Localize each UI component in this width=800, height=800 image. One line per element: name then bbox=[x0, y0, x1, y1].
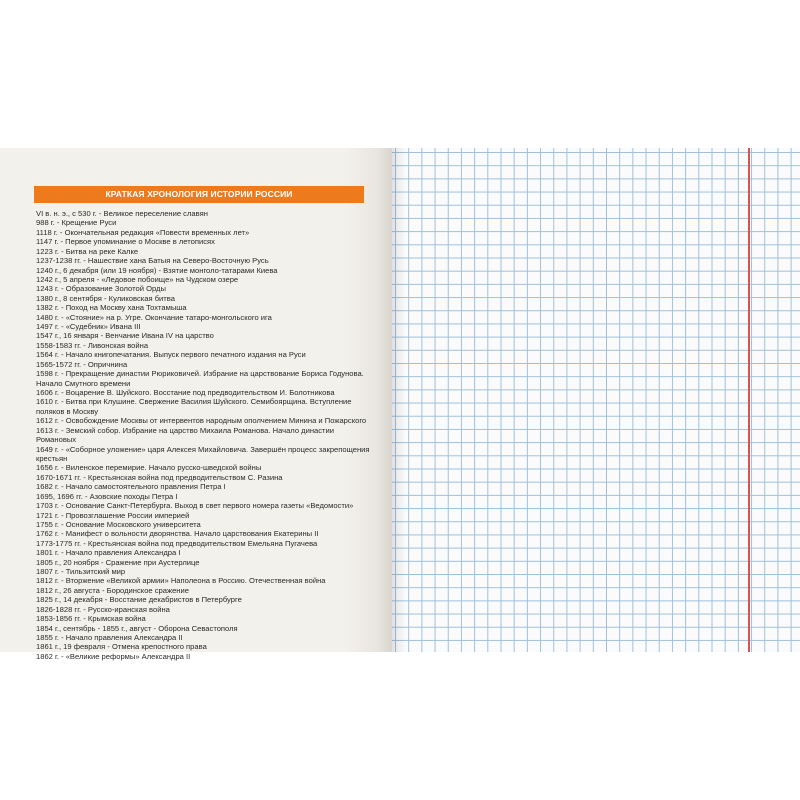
chronology-line: 1598 г. - Прекращение династии Рюриковичей. Избрание на царствование Бориса Годунова. bbox=[36, 369, 364, 379]
chronology-line: Романовых bbox=[36, 435, 77, 445]
chronology-line: 1606 г. - Воцарение В. Шуйского. Восстание под предводительством И. Болотникова bbox=[36, 388, 335, 398]
chronology-line: 1762 г. - Манифест о вольности дворянства. Начало царствования Екатерины II bbox=[36, 529, 319, 539]
chronology-line: 1649 г. - «Соборное уложение» царя Алексея Михайловича. Завершён процесс закрепощения bbox=[36, 444, 370, 454]
chronology-line: Начало Смутного времени bbox=[36, 378, 131, 388]
chronology-line: 1861 г., 19 февраля - Отмена крепостного права bbox=[36, 642, 207, 652]
chronology-line: 1854 г., сентябрь - 1855 г., август - Оборона Севастополя bbox=[36, 623, 238, 633]
chronology-line: 1242 г., 5 апреля - «Ледовое побоище» на Чудском озере bbox=[36, 274, 239, 284]
chronology-line: 1564 г. - Начало книгопечатания. Выпуск первого печатного издания на Руси bbox=[36, 350, 306, 360]
chronology-line: 1695, 1696 гг. - Азовские походы Петра I bbox=[36, 491, 178, 501]
chronology-line: 1755 г. - Основание Московского университета bbox=[36, 519, 201, 529]
chronology-line: 1703 г. - Основание Санкт-Петербурга. Выход в свет первого номера газеты «Ведомости» bbox=[36, 501, 354, 511]
notebook-spread bbox=[0, 148, 800, 661]
chronology-list bbox=[36, 209, 370, 661]
chronology-line: 1380 г., 8 сентября - Куликовская битва bbox=[36, 293, 175, 303]
chronology-line: крестьян bbox=[36, 453, 68, 463]
chronology-line: 1480 г. - «Стояние» на р. Угре. Окончание татаро-монгольского ига bbox=[36, 312, 272, 322]
chronology-line: 1862 г. - «Великие реформы» Александра II bbox=[36, 651, 191, 661]
left-page bbox=[0, 148, 392, 661]
chronology-line: 1812 г. - Вторжение «Великой армии» Наполеона в Россию. Отечественная война bbox=[36, 576, 326, 586]
chronology-line: 1853-1856 гг. - Крымская война bbox=[36, 614, 146, 624]
margin-line bbox=[748, 148, 750, 652]
chronology-line: 1610 г. - Битва при Клушине. Свержение Василия Шуйского. Семибоярщина. Вступление bbox=[36, 397, 352, 407]
chronology-line: 1682 г. - Начало самостоятельного правления Петра I bbox=[36, 482, 226, 492]
chronology-header: КРАТКАЯ ХРОНОЛОГИЯ ИСТОРИИ РОССИИ bbox=[34, 186, 364, 203]
chronology-line: 988 г. - Крещение Руси bbox=[36, 218, 117, 228]
chronology-line: 1613 г. - Земский собор. Избрание на царство Михаила Романова. Начало династии bbox=[36, 425, 334, 435]
chronology-line: 1812 г., 26 августа - Бородинское сражение bbox=[36, 585, 189, 595]
chronology-line: 1855 г. - Начало правления Александра II bbox=[36, 632, 183, 642]
chronology-line: 1547 г., 16 января - Венчание Ивана IV на царство bbox=[36, 331, 214, 341]
chronology-line: 1240 г., 6 декабря (или 19 ноября) - Взятие монголо-татарами Киева bbox=[36, 265, 278, 275]
chronology-line: 1558-1583 гг. - Ливонская война bbox=[36, 340, 149, 350]
chronology-line: 1826-1828 гг. - Русско-иранская война bbox=[36, 604, 170, 614]
right-page-grid bbox=[392, 148, 800, 652]
chronology-line: 1118 г. - Окончательная редакция «Повести временных лет» bbox=[36, 227, 250, 237]
chronology-line: 1670-1671 гг. - Крестьянская война под предводительством С. Разина bbox=[36, 472, 283, 482]
chronology-line: 1612 г. - Освобождение Москвы от интервентов народным ополчением Минина и Пожарского bbox=[36, 416, 367, 426]
chronology-line: 1147 г. - Первое упоминание о Москве в летописях bbox=[36, 237, 215, 247]
chronology-line: 1237-1238 гг. - Нашествие хана Батыя на Северо-Восточную Русь bbox=[36, 256, 269, 266]
chronology-line: 1656 г. - Виленское перемирие. Начало русско-шведской войны bbox=[36, 463, 262, 473]
chronology-line: поляков в Москву bbox=[36, 406, 99, 416]
chronology-line: VI в. н. э., с 530 г. - Великое переселение славян bbox=[36, 209, 208, 218]
chronology-line: 1382 г. - Поход на Москву хана Тохтамыша bbox=[36, 303, 187, 313]
chronology-line: 1497 г. - «Судебник» Ивана III bbox=[36, 322, 141, 332]
chronology-line: 1801 г. - Начало правления Александра I bbox=[36, 548, 181, 558]
chronology-line: 1565-1572 гг. - Опричнина bbox=[36, 359, 128, 369]
chronology-line: 1805 г., 20 ноября - Сражение при Аустерлице bbox=[36, 557, 200, 567]
chronology-line: 1721 г. - Провозглашение России империей bbox=[36, 510, 190, 520]
chronology-line: 1243 г. - Образование Золотой Орды bbox=[36, 284, 166, 294]
chronology-line: 1773-1775 гг. - Крестьянская война под предводительством Емельяна Пугачева bbox=[36, 538, 318, 548]
chronology-line: 1807 г. - Тильзитский мир bbox=[36, 567, 126, 577]
chronology-line: 1223 г. - Битва на реке Калке bbox=[36, 246, 139, 256]
chronology-line: 1825 г., 14 декабря - Восстание декабристов в Петербурге bbox=[36, 595, 242, 605]
